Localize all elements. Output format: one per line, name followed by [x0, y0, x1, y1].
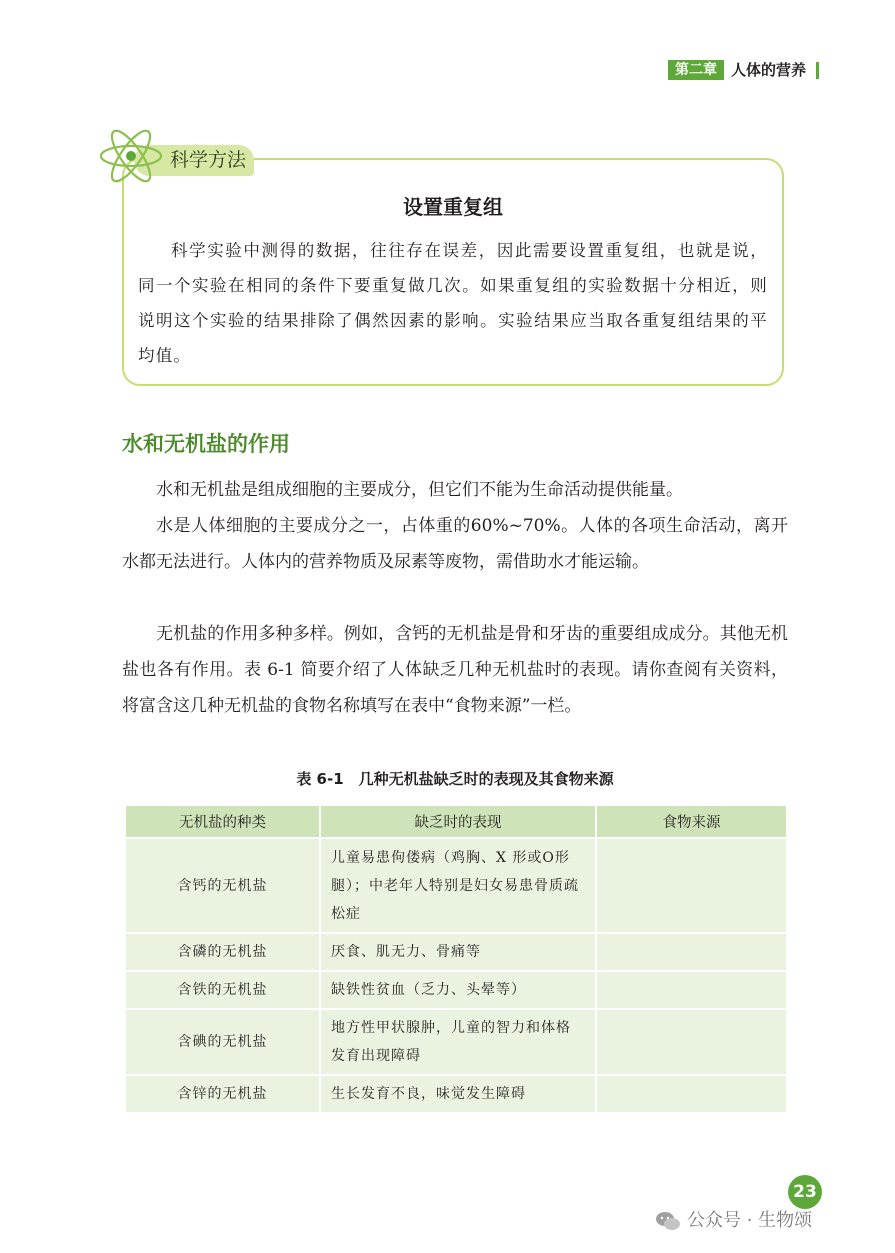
science-method-label: 科学方法: [170, 149, 247, 171]
cell-symptom: 儿童易患佝偻病（鸡胸、X 形或O形腿）；中老年人特别是妇女易患骨质疏松症: [320, 838, 596, 933]
chapter-tag: 第二章: [668, 60, 724, 80]
cell-kind: 含钙的无机盐: [125, 838, 320, 933]
wechat-icon: [655, 1210, 681, 1232]
chapter-title: 人体的营养: [731, 61, 807, 79]
chapter-bar: [816, 62, 819, 79]
cell-kind: 含锌的无机盐: [125, 1075, 320, 1113]
table-row: [125, 1009, 787, 1075]
cell-symptom: 生长发育不良，味觉发生障碍: [320, 1075, 596, 1113]
cell-symptom: 厌食、肌无力、骨痛等: [320, 933, 596, 971]
header-source: 食物来源: [596, 805, 787, 838]
table-row: [125, 933, 787, 971]
watermark: [655, 1208, 812, 1234]
table-row: [125, 1075, 787, 1113]
paragraph-2: 水是人体细胞的主要成分之一，占体重的60%~70%。人体的各项生命活动，离开水都无法进行。人体内的营养物质及尿素等废物，需借助水才能运输。: [122, 516, 788, 572]
table-row: [125, 838, 787, 933]
cell-kind: 含磷的无机盐: [125, 933, 320, 971]
cell-source: [596, 933, 787, 971]
header-kind: 无机盐的种类: [125, 805, 320, 838]
cell-symptom: 地方性甲状腺肿，儿童的智力和体格发育出现障碍: [320, 1009, 596, 1075]
table-caption: 表 6-1 几种无机盐缺乏时的表现及其食物来源: [296, 770, 614, 788]
minerals-table: [124, 804, 788, 1114]
method-text: 科学实验中测得的数据，往往存在误差，因此需要设置重复组，也就是说，同一个实验在相同的条件下要重复做几次。如果重复组的实验数据十分相近，则说明这个实验的结果排除了偶然因素的影响。实验结果应当取各重复组结果的平均值。: [138, 241, 768, 365]
paragraph-3: 无机盐的作用多种多样。例如，含钙的无机盐是骨和牙齿的重要组成成分。其他无机盐也各有作用。表 6-1 简要介绍了人体缺乏几种无机盐时的表现。请你查阅有关资料，将富含这几种无机盐的食物名称填写在表中“食物来源”一栏。: [122, 624, 788, 716]
cell-source: [596, 1009, 787, 1075]
table-row: [125, 971, 787, 1009]
cell-source: [596, 971, 787, 1009]
atom-icon: [97, 128, 165, 184]
paragraph-1: 水和无机盐是组成细胞的主要成分，但它们不能为生命活动提供能量。: [156, 480, 683, 500]
cell-kind: 含碘的无机盐: [125, 1009, 320, 1075]
page-number: 23: [788, 1175, 822, 1209]
cell-symptom: 缺铁性贫血（乏力、头晕等）: [320, 971, 596, 1009]
method-title: 设置重复组: [403, 195, 503, 219]
table-header-row: [125, 805, 787, 838]
watermark-text: 公众号 · 生物颂: [687, 1210, 813, 1231]
cell-kind: 含铁的无机盐: [125, 971, 320, 1009]
section-heading: 水和无机盐的作用: [122, 432, 290, 456]
cell-source: [596, 838, 787, 933]
header-symptom: 缺乏时的表现: [320, 805, 596, 838]
cell-source: [596, 1075, 787, 1113]
